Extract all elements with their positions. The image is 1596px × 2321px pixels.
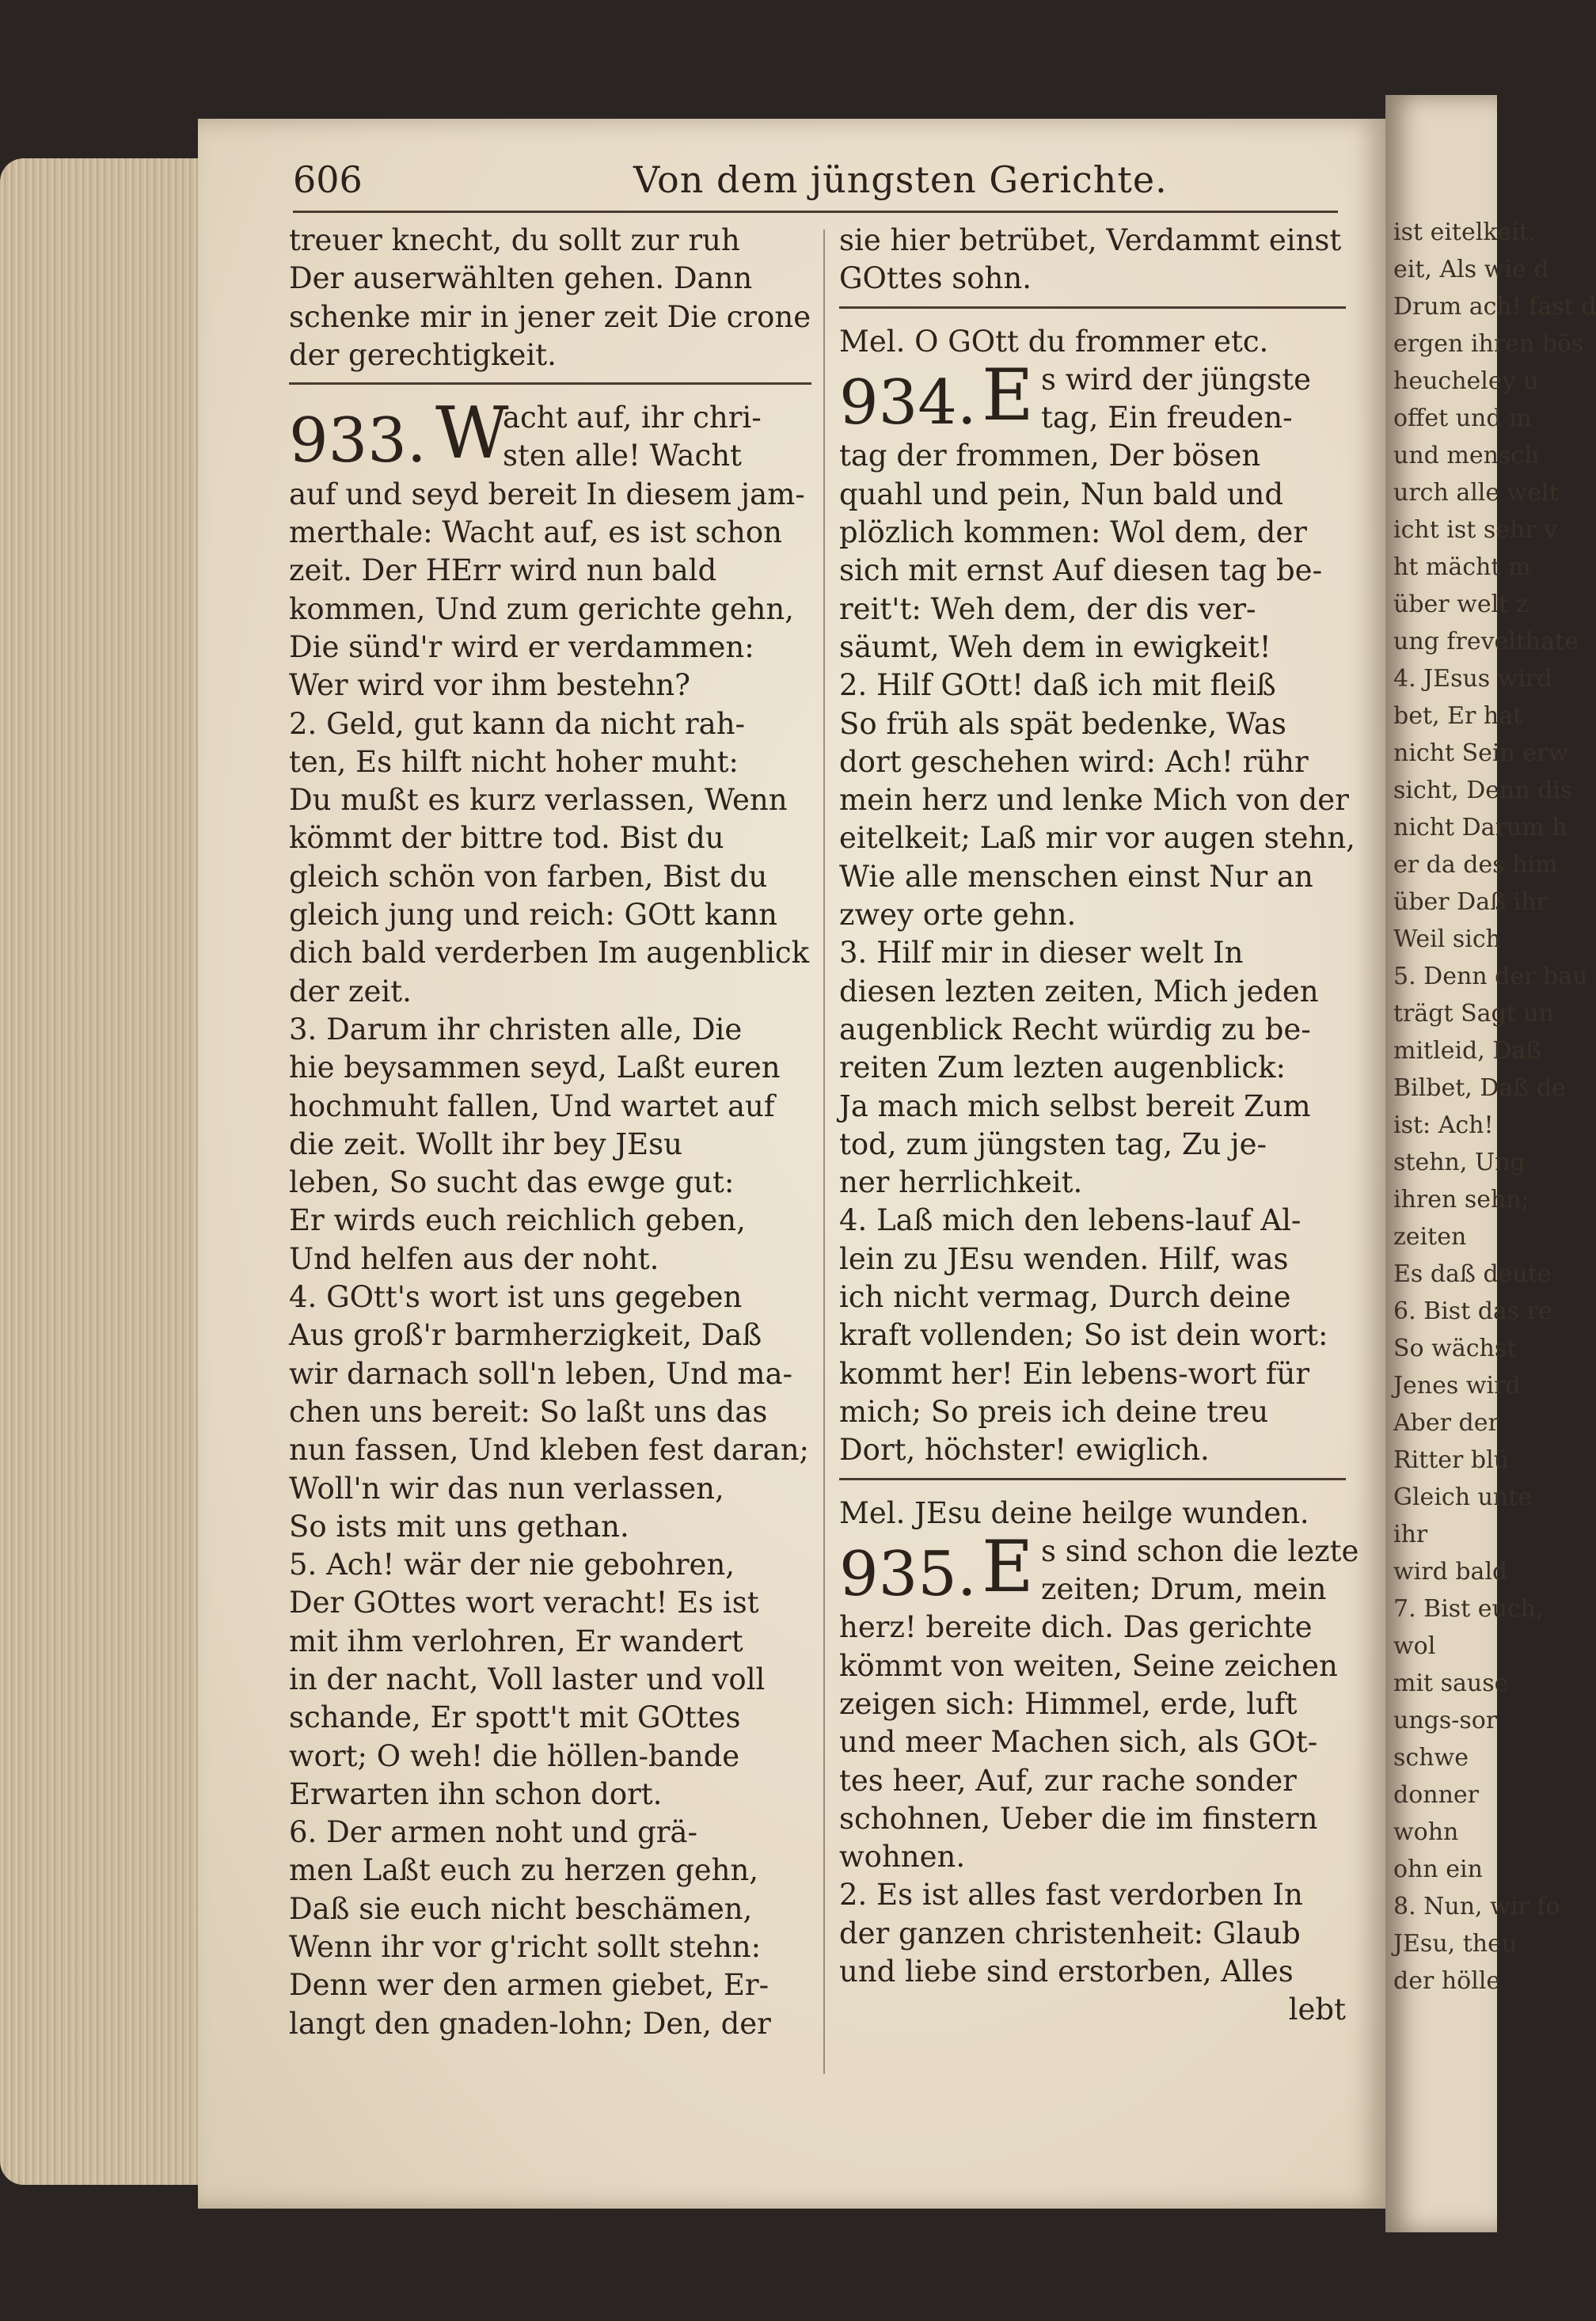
text-line: Der auserwählten gehen. Dann	[289, 261, 753, 296]
hymn-933-heading	[289, 392, 811, 477]
text-line: dort geschehen wird: Ach! rühr	[839, 744, 1309, 779]
hymn-number: 933.	[289, 405, 427, 477]
text-line: der hölle	[1393, 1967, 1501, 1995]
text-line: reit't: Weh dem, der dis ver-	[839, 591, 1256, 626]
hymn-first-line: zeiten; Drum, mein	[1041, 1572, 1327, 1607]
text-line: ner herrlichkeit.	[839, 1165, 1083, 1200]
text-line: zeiten	[1393, 1223, 1467, 1251]
text-line: hie beysammen seyd, Laßt euren	[289, 1050, 781, 1085]
text-line: ung frevelthate	[1393, 628, 1579, 655]
page-number: 606	[293, 158, 363, 201]
text-line: der zeit.	[289, 974, 412, 1009]
section-rule	[839, 1478, 1346, 1480]
text-line: tod, zum jüngsten tag, Zu je-	[839, 1126, 1267, 1161]
text-line: Denn wer den armen giebet, Er-	[289, 1968, 770, 2003]
text-line: zeigen sich: Himmel, erde, luft	[839, 1686, 1298, 1721]
text-line: bet, Er hat	[1393, 702, 1523, 730]
text-line: diesen lezten zeiten, Mich jeden	[839, 974, 1319, 1009]
hymn-number: 935.	[839, 1538, 977, 1610]
text-line: 8. Nun, wir fo	[1393, 1893, 1560, 1920]
text-line: über Daß ihr	[1393, 888, 1548, 916]
text-line: ht mächt m	[1393, 553, 1531, 581]
text-line: eitelkeit; Laß mir vor augen stehn,	[839, 821, 1355, 856]
text-line: augenblick Recht würdig zu be-	[839, 1012, 1311, 1047]
text-line: wohn	[1393, 1818, 1459, 1846]
text-line: men Laßt euch zu herzen gehn,	[289, 1853, 759, 1888]
text-line: mitleid, Daß	[1393, 1037, 1542, 1065]
text-line: in der nacht, Voll laster und voll	[289, 1662, 766, 1696]
text-line: die zeit. Wollt ihr bey JEsu	[289, 1126, 682, 1161]
text-line: gleich schön von farben, Bist du	[289, 859, 768, 894]
text-line: 3. Darum ihr christen alle, Die	[289, 1012, 743, 1047]
text-line: sie hier betrübet, Verdammt einst	[839, 223, 1342, 257]
drop-initial: E	[982, 353, 1034, 437]
text-line: der ganzen christenheit: Glaub	[839, 1916, 1301, 1951]
text-line: So wächst	[1393, 1335, 1517, 1362]
text-line: hochmuht fallen, Und wartet auf	[289, 1088, 775, 1123]
right-intro-text	[839, 222, 1346, 298]
hymn-935-heading	[839, 1525, 1359, 1610]
text-line: 7. Bist euch,	[1393, 1595, 1544, 1623]
text-line: kömmt von weiten, Seine zeichen	[839, 1648, 1338, 1683]
text-line: mit ihm verlohren, Er wandert	[289, 1624, 743, 1658]
text-line: langt den gnaden-lohn; Den, der	[289, 2006, 771, 2041]
text-line: ihren sehn;	[1393, 1186, 1530, 1214]
hymn-933-text	[289, 476, 811, 2043]
text-line: 3. Hilf mir in dieser welt In	[839, 936, 1244, 971]
text-line: GOttes sohn.	[839, 261, 1032, 296]
text-line: reiten Zum lezten augenblick:	[839, 1050, 1286, 1085]
text-line: ergen ihren bös	[1393, 330, 1584, 358]
text-line: 2. Geld, gut kann da nicht rah-	[289, 706, 746, 741]
text-line: 6. Der armen noht und grä-	[289, 1815, 697, 1850]
text-line: Und helfen aus der noht.	[289, 1241, 659, 1276]
text-line: Wenn ihr vor g'richt sollt stehn:	[289, 1930, 762, 1965]
text-line: Es daß deute	[1393, 1260, 1552, 1288]
text-line: auf und seyd bereit In diesem jam-	[289, 477, 805, 511]
text-line: er da des him	[1393, 851, 1558, 879]
hymn-first-line: sten alle! Wacht	[503, 439, 742, 473]
text-line: trägt Sagt un	[1393, 1000, 1554, 1028]
text-line: icht ist sehr v	[1393, 516, 1558, 544]
text-line: nun fassen, Und kleben fest daran;	[289, 1433, 810, 1468]
text-line: So früh als spät bedenke, Was	[839, 706, 1286, 741]
text-line: heucheley u	[1393, 367, 1539, 395]
text-line: wol	[1393, 1632, 1436, 1660]
text-line: Ja mach mich selbst bereit Zum	[839, 1088, 1311, 1123]
text-line: zeit. Der HErr wird nun bald	[289, 553, 717, 588]
text-line: treuer knecht, du sollt zur ruh	[289, 223, 740, 257]
text-line: donner	[1393, 1781, 1480, 1809]
text-line: Du mußt es kurz verlassen, Wenn	[289, 783, 788, 818]
text-line: Dort, höchster! ewiglich.	[839, 1433, 1210, 1468]
melody-line: Mel. O GOtt du frommer etc.	[839, 324, 1269, 359]
text-line: kommt her! Ein lebens-wort für	[839, 1356, 1310, 1391]
text-line: 4. JEsus wird	[1393, 665, 1552, 693]
text-line: und mensch	[1393, 442, 1540, 469]
text-line: Wie alle menschen einst Nur an	[839, 859, 1313, 894]
text-line: herz! bereite dich. Das gerichte	[839, 1610, 1313, 1645]
text-line: über welt z	[1393, 591, 1529, 618]
text-line: eit, Als wie d	[1393, 256, 1549, 283]
text-line: offet und m	[1393, 405, 1532, 432]
text-line: Bilbet, Daß de	[1393, 1074, 1566, 1102]
text-line: Ritter blü	[1393, 1446, 1510, 1474]
text-line: stehn, Ung	[1393, 1149, 1526, 1176]
column-divider	[823, 230, 825, 2074]
text-line: Gleich unte	[1393, 1483, 1533, 1511]
section-rule	[289, 382, 811, 385]
header-rule	[293, 211, 1338, 213]
text-line: schenke mir in jener zeit Die crone	[289, 299, 811, 334]
text-line: quahl und pein, Nun bald und	[839, 477, 1284, 511]
text-line: ist: Ach!	[1393, 1111, 1494, 1139]
text-line: wort; O weh! die höllen-bande	[289, 1738, 740, 1773]
page-header	[293, 158, 1338, 214]
text-line: der gerechtigkeit.	[289, 337, 557, 372]
text-line: nicht Sein erw	[1393, 739, 1569, 767]
text-line: wir darnach soll'n leben, Und ma-	[289, 1356, 793, 1391]
hymn-934-heading	[839, 353, 1346, 439]
text-line: mich; So preis ich deine treu	[839, 1394, 1269, 1429]
text-line: nicht Darum h	[1393, 814, 1568, 841]
left-intro-text	[289, 222, 811, 374]
text-line: Daß sie euch nicht beschämen,	[289, 1891, 753, 1926]
text-line: merthale: Wacht auf, es ist schon	[289, 515, 782, 550]
text-line: sich mit ernst Auf diesen tag be-	[839, 553, 1323, 588]
melody-line: Mel. JEsu deine heilge wunden.	[839, 1495, 1309, 1530]
text-line: 4. GOtt's wort ist uns gegeben	[289, 1280, 743, 1315]
text-line: urch alle welt	[1393, 479, 1559, 507]
text-line: plözlich kommen: Wol dem, der	[839, 515, 1307, 550]
text-line: 4. Laß mich den lebens-lauf Al-	[839, 1203, 1302, 1238]
text-line: Wer wird vor ihm bestehn?	[289, 668, 690, 703]
hymn-934-text	[839, 437, 1355, 1469]
hymn-first-line: s sind schon die lezte	[1041, 1533, 1359, 1568]
text-line: lein zu JEsu wenden. Hilf, was	[839, 1241, 1289, 1276]
hymn-first-line: s wird der jüngste	[1041, 362, 1311, 397]
text-line: ungs-sor	[1393, 1707, 1498, 1734]
hymn-935-text	[839, 1609, 1346, 1991]
hymn-number: 934.	[839, 367, 977, 439]
text-line: wird bald	[1393, 1558, 1508, 1586]
text-line: 5. Denn der bau	[1393, 963, 1588, 990]
text-line: ohn ein	[1393, 1856, 1483, 1883]
text-line: 6. Bist das re	[1393, 1297, 1552, 1325]
text-line: ich nicht vermag, Durch deine	[839, 1280, 1291, 1315]
drop-initial: W	[435, 392, 509, 476]
facing-page-fragment	[1385, 95, 1596, 2232]
text-line: 2. Hilf GOtt! daß ich mit fleiß	[839, 668, 1276, 703]
hymn-first-line: tag, Ein freuden-	[1041, 401, 1293, 435]
text-line: ten, Es hilft nicht hoher muht:	[289, 744, 739, 779]
text-line: kraft vollenden; So ist dein wort:	[839, 1318, 1328, 1353]
drop-initial: E	[982, 1525, 1034, 1609]
hymn-first-line: acht auf, ihr chri-	[503, 401, 762, 435]
text-line: schwe	[1393, 1744, 1469, 1772]
text-line: zwey orte gehn.	[839, 898, 1077, 933]
text-line: wohnen.	[839, 1840, 966, 1875]
text-line: säumt, Weh dem in ewigkeit!	[839, 629, 1271, 664]
text-line: gleich jung und reich: GOtt kann	[289, 898, 777, 933]
text-line: kömmt der bittre tod. Bist du	[289, 821, 724, 856]
text-line: chen uns bereit: So laßt uns das	[289, 1394, 768, 1429]
text-line: Weil sich	[1393, 925, 1501, 953]
right-column	[839, 222, 1359, 2030]
running-title: Von dem jüngsten Gerichte.	[633, 158, 1168, 201]
text-line: ist eitelkeit.	[1393, 218, 1537, 246]
text-line: Der GOttes wort veracht! Es ist	[289, 1586, 759, 1620]
text-line: ihr	[1393, 1521, 1428, 1548]
text-line: sicht, Denn dis	[1393, 777, 1573, 804]
text-line: dich bald verderben Im augenblick	[289, 936, 810, 971]
text-line: Erwarten ihn schon dort.	[289, 1776, 663, 1811]
text-line: tag der frommen, Der bösen	[839, 439, 1261, 473]
text-line: schande, Er spott't mit GOttes	[289, 1700, 741, 1735]
text-line: 2. Es ist alles fast verdorben In	[839, 1878, 1303, 1913]
text-line: Jenes wird	[1393, 1372, 1521, 1400]
text-line: Aber der	[1393, 1409, 1499, 1437]
text-line: tes heer, Auf, zur rache sonder	[839, 1763, 1297, 1798]
text-line: 5. Ach! wär der nie gebohren,	[289, 1548, 735, 1582]
text-line: kommen, Und zum gerichte gehn,	[289, 591, 794, 626]
text-line: Er wirds euch reichlich geben,	[289, 1203, 746, 1238]
text-line: schohnen, Ueber die im finstern	[839, 1801, 1318, 1836]
text-line: und liebe sind erstorben, Alles	[839, 1954, 1294, 1989]
section-rule	[839, 306, 1346, 309]
text-line: JEsu, theu	[1393, 1930, 1518, 1958]
text-line: Woll'n wir das nun verlassen,	[289, 1471, 724, 1506]
text-line: So ists mit uns gethan.	[289, 1509, 629, 1544]
text-line: mit sause	[1393, 1670, 1509, 1697]
text-line: Aus groß'r barmherzigkeit, Daß	[289, 1318, 762, 1353]
catchword: lebt	[1288, 1992, 1346, 2027]
text-line: mein herz und lenke Mich von der	[839, 783, 1349, 818]
text-line: und meer Machen sich, als GOt-	[839, 1725, 1318, 1760]
text-line: Die sünd'r wird er verdammen:	[289, 629, 754, 664]
text-line: Drum ach! fast d	[1393, 293, 1596, 321]
text-line: leben, So sucht das ewge gut:	[289, 1165, 735, 1200]
left-column	[289, 222, 811, 2043]
